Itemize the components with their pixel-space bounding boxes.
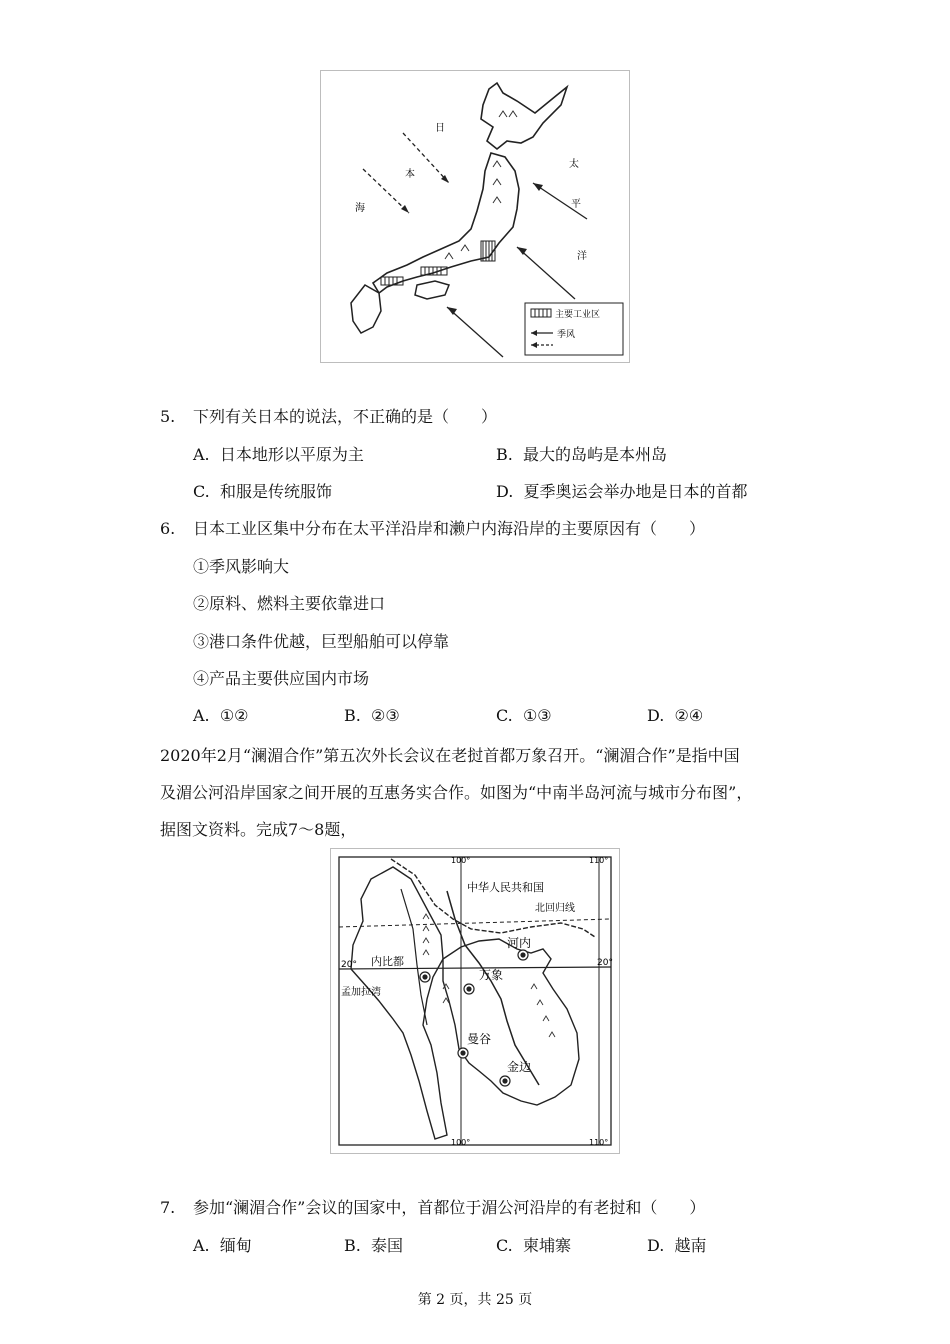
label-hai: 海 [355,203,365,214]
q5-number: 5. [160,407,176,426]
label-ping: 平 [571,199,581,210]
q6-option-a-key: A. [193,706,210,725]
q7-option-a[interactable] [193,1235,252,1257]
q6-statement-4: ④产品主要供应国内市场 [193,669,370,688]
lon-100-top: 100° [451,856,471,865]
q6-option-d-text: ②④ [674,706,704,725]
q6-option-b-text: ②③ [371,706,400,725]
q7-option-d-text: 越南 [674,1236,707,1255]
passage [160,737,800,848]
japan-map-figure [320,70,630,363]
legend-monsoon: 季风 [557,330,576,340]
label-yang: 洋 [577,251,587,262]
q5-option-a-key: A. [193,445,210,464]
city-vientiane-label: 万象 [479,968,504,982]
indochina-map-figure [330,848,620,1154]
lon-100-bottom: 100° [451,1138,471,1147]
q7-option-c-text: 柬埔寨 [522,1236,571,1255]
q5-option-c-text: 和服是传统服饰 [219,482,332,501]
q7-stem: 参加“澜湄合作”会议的国家中，首都位于湄公河沿岸的有老挝和（ ） [193,1198,706,1217]
city-phnompenh-label: 金边 [507,1060,532,1074]
indochina-map [331,849,619,1153]
q6-option-d[interactable] [647,705,703,727]
q5-option-b[interactable] [496,444,667,466]
q5-option-d-text: 夏季奥运会举办地是日本的首都 [523,482,748,501]
q6-option-d-key: D. [647,706,665,725]
country-china-label: 中华人民共和国 [467,881,544,894]
q6-option-b[interactable] [344,705,400,727]
q7-option-c[interactable] [496,1235,571,1257]
q7-option-a-key: A. [193,1236,210,1255]
q5-option-a[interactable] [193,444,364,466]
q5-stem: 下列有关日本的说法，不正确的是（ ） [193,407,498,426]
q5-option-d[interactable] [496,481,748,503]
label-tai: 太 [569,159,579,170]
q6-option-a[interactable] [193,705,249,727]
tropic-label: 北回归线 [535,903,575,914]
lon-110-top: 110° [589,856,609,865]
q5-option-c[interactable] [193,481,332,503]
q6-number: 6. [160,519,176,538]
q7-option-a-text: 缅甸 [219,1236,252,1255]
q6-stem: 日本工业区集中分布在太平洋沿岸和濑户内海沿岸的主要原因有（ ） [193,519,706,538]
q6-option-a-text: ①② [219,706,249,725]
city-naypyidaw-label: 内比都 [371,955,404,968]
label-ben: 本 [405,169,415,180]
passage-line-2: 及湄公河沿岸国家之间开展的互惠务实合作。如图为“中南半岛河流与城市分布图”， [160,783,753,802]
city-hanoi-label: 河内 [507,936,532,950]
q7-option-c-key: C. [496,1236,513,1255]
label-ri: 日 [435,123,445,134]
lat-20-right: 20° [597,958,613,968]
q6-statement-2: ②原料、燃料主要依靠进口 [193,594,386,613]
lat-20-left: 20° [341,960,357,970]
q6-option-b-key: B. [344,706,361,725]
q7-option-d[interactable] [647,1235,707,1257]
q6-statement-1: ①季风影响大 [193,557,290,576]
q6-option-c-key: C. [496,706,513,725]
city-bangkok-label: 曼谷 [467,1032,492,1046]
q6-option-c-text: ①③ [522,706,552,725]
q5-option-d-key: D. [496,482,514,501]
q5-option-c-key: C. [193,482,210,501]
q6-option-c[interactable] [496,705,552,727]
q7-number: 7. [160,1198,176,1217]
bay-of-bengal-label: 孟加拉湾 [341,987,381,998]
passage-line-1: 2020年2月“澜湄合作”第五次外长会议在老挝首都万象召开。“澜湄合作”是指中国 [160,746,740,765]
lon-110-bottom: 110° [589,1138,609,1147]
legend-industrial: 主要工业区 [555,310,601,320]
q7-option-b-key: B. [344,1236,361,1255]
japan-map-legend [525,303,623,355]
passage-line-3: 据图文资料。完成7～8题， [160,820,357,839]
q5-option-b-text: 最大的岛屿是本州岛 [523,445,668,464]
q5-option-b-key: B. [496,445,513,464]
q7-option-d-key: D. [647,1236,665,1255]
q7-option-b-text: 泰国 [371,1236,404,1255]
q5-option-a-text: 日本地形以平原为主 [219,445,364,464]
japan-map [321,71,629,362]
page-footer: 第 2 页，共 25 页 [417,1292,533,1308]
q6-statement-3: ③港口条件优越，巨型船舶可以停靠 [193,632,450,651]
q7-option-b[interactable] [344,1235,403,1257]
